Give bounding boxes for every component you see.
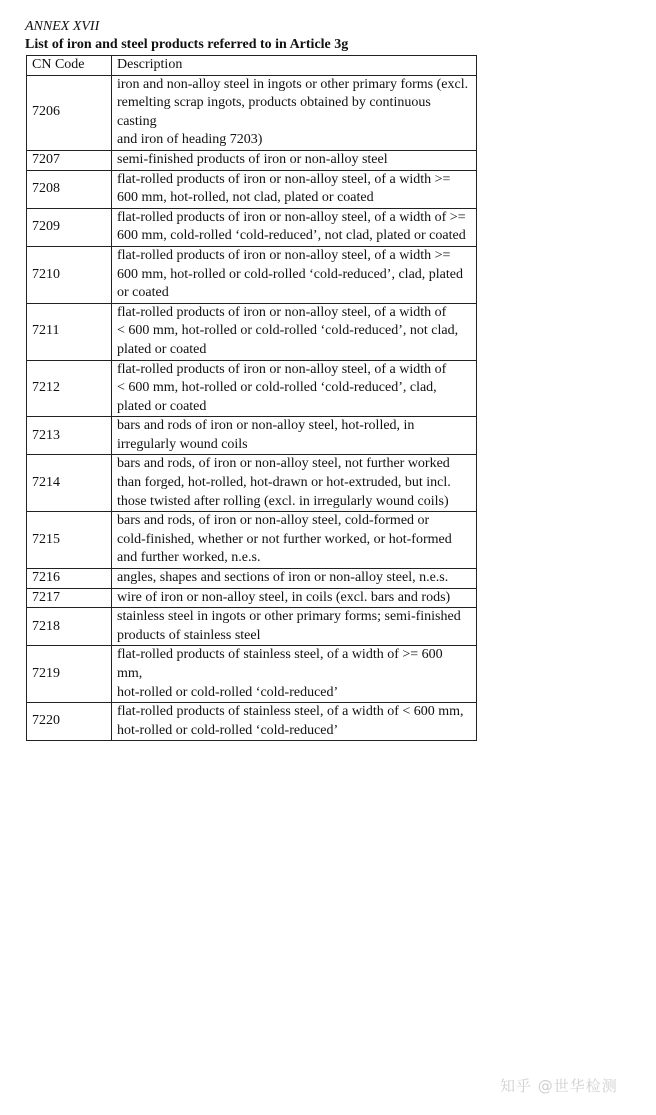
cn-code-cell: 7218 bbox=[27, 608, 112, 646]
description-line: semi-finished products of iron or non-alloy steel bbox=[117, 151, 388, 167]
table-row bbox=[27, 703, 477, 741]
description-cell bbox=[112, 208, 477, 246]
description-cell bbox=[112, 246, 477, 303]
description-line: those twisted after rolling (excl. in irregularly wound coils) bbox=[117, 493, 449, 509]
description-line: and further worked, n.e.s. bbox=[117, 550, 261, 566]
description-line: or coated bbox=[117, 285, 169, 301]
table-row bbox=[27, 646, 477, 703]
table-body bbox=[27, 75, 477, 741]
table-row bbox=[27, 360, 477, 417]
description-line: 600 mm, hot-rolled or cold-rolled ‘cold-reduced’, clad, plated bbox=[117, 266, 463, 282]
cn-code-cell: 7208 bbox=[27, 170, 112, 208]
description-line: 600 mm, cold-rolled ‘cold-reduced’, not clad, plated or coated bbox=[117, 228, 466, 244]
cn-code-cell: 7211 bbox=[27, 303, 112, 360]
table-row bbox=[27, 512, 477, 569]
description-line: wire of iron or non-alloy steel, in coils (excl. bars and rods) bbox=[117, 589, 451, 605]
description-cell bbox=[112, 588, 477, 608]
description-line: remelting scrap ingots, products obtained by continuous casting bbox=[117, 95, 431, 129]
cn-code-cell: 7219 bbox=[27, 646, 112, 703]
description-line: flat-rolled products of iron or non-alloy steel, of a width >= bbox=[117, 171, 451, 187]
cn-code-cell: 7217 bbox=[27, 588, 112, 608]
description-cell bbox=[112, 75, 477, 150]
table-row bbox=[27, 455, 477, 512]
description-line: hot-rolled or cold-rolled ‘cold-reduced’ bbox=[117, 722, 339, 738]
table-row bbox=[27, 208, 477, 246]
description-cell bbox=[112, 150, 477, 170]
description-cell bbox=[112, 512, 477, 569]
description-line: flat-rolled products of iron or non-alloy steel, of a width of bbox=[117, 304, 447, 320]
cn-code-cell: 7215 bbox=[27, 512, 112, 569]
table-row bbox=[27, 75, 477, 150]
description-line: plated or coated bbox=[117, 398, 207, 414]
watermark: 知乎 @世华检测 bbox=[500, 1077, 618, 1095]
description-line: stainless steel in ingots or other primary forms; semi-finished bbox=[117, 609, 461, 625]
description-cell bbox=[112, 360, 477, 417]
description-cell bbox=[112, 703, 477, 741]
cn-code-cell: 7210 bbox=[27, 246, 112, 303]
table-header-row bbox=[27, 56, 477, 76]
table-row bbox=[27, 588, 477, 608]
description-cell bbox=[112, 569, 477, 589]
cn-code-cell: 7216 bbox=[27, 569, 112, 589]
description-line: plated or coated bbox=[117, 341, 207, 357]
cn-code-cell: 7220 bbox=[27, 703, 112, 741]
cn-code-cell: 7206 bbox=[27, 75, 112, 150]
cn-code-cell: 7213 bbox=[27, 417, 112, 455]
description-line: flat-rolled products of iron or non-alloy steel, of a width >= bbox=[117, 247, 451, 263]
description-line: and iron of heading 7203) bbox=[117, 132, 263, 148]
description-cell bbox=[112, 455, 477, 512]
description-line: angles, shapes and sections of iron or non-alloy steel, n.e.s. bbox=[117, 570, 449, 586]
table-row bbox=[27, 150, 477, 170]
header-description: Description bbox=[112, 56, 477, 76]
document-title: List of iron and steel products referred to in Article 3g bbox=[25, 37, 349, 52]
description-line: than forged, hot-rolled, hot-drawn or hot-extruded, but incl. bbox=[117, 475, 451, 491]
header-cn-code: CN Code bbox=[27, 56, 112, 76]
description-line: 600 mm, hot-rolled, not clad, plated or coated bbox=[117, 190, 374, 206]
table-row bbox=[27, 569, 477, 589]
products-table bbox=[26, 55, 477, 741]
table-row bbox=[27, 608, 477, 646]
description-cell bbox=[112, 608, 477, 646]
cn-code-cell: 7214 bbox=[27, 455, 112, 512]
description-cell bbox=[112, 303, 477, 360]
description-line: products of stainless steel bbox=[117, 627, 261, 643]
description-line: flat-rolled products of iron or non-alloy steel, of a width of bbox=[117, 361, 447, 377]
description-line: iron and non-alloy steel in ingots or other primary forms (excl. bbox=[117, 76, 469, 92]
description-line: bars and rods of iron or non-alloy steel, hot-rolled, in irregularly wound coils bbox=[117, 418, 415, 452]
description-line: flat-rolled products of iron or non-alloy steel, of a width of >= bbox=[117, 209, 466, 225]
description-cell bbox=[112, 417, 477, 455]
description-line: bars and rods, of iron or non-alloy steel, cold-formed or bbox=[117, 513, 430, 529]
cn-code-cell: 7209 bbox=[27, 208, 112, 246]
description-line: cold-finished, whether or not further worked, or hot-formed bbox=[117, 531, 452, 547]
table-row bbox=[27, 303, 477, 360]
cn-code-cell: 7207 bbox=[27, 150, 112, 170]
description-line: flat-rolled products of stainless steel, of a width of >= 600 mm, bbox=[117, 647, 443, 681]
description-cell bbox=[112, 646, 477, 703]
table-row bbox=[27, 417, 477, 455]
table-row bbox=[27, 246, 477, 303]
description-cell bbox=[112, 170, 477, 208]
annex-label: ANNEX XVII bbox=[25, 19, 100, 34]
description-line: hot-rolled or cold-rolled ‘cold-reduced’ bbox=[117, 684, 339, 700]
description-line: flat-rolled products of stainless steel, of a width of < 600 mm, bbox=[117, 704, 464, 720]
table-row bbox=[27, 170, 477, 208]
description-line: < 600 mm, hot-rolled or cold-rolled ‘cold-reduced’, clad, bbox=[117, 380, 437, 396]
description-line: bars and rods, of iron or non-alloy steel, not further worked bbox=[117, 456, 450, 472]
cn-code-cell: 7212 bbox=[27, 360, 112, 417]
description-line: < 600 mm, hot-rolled or cold-rolled ‘cold-reduced’, not clad, bbox=[117, 323, 459, 339]
